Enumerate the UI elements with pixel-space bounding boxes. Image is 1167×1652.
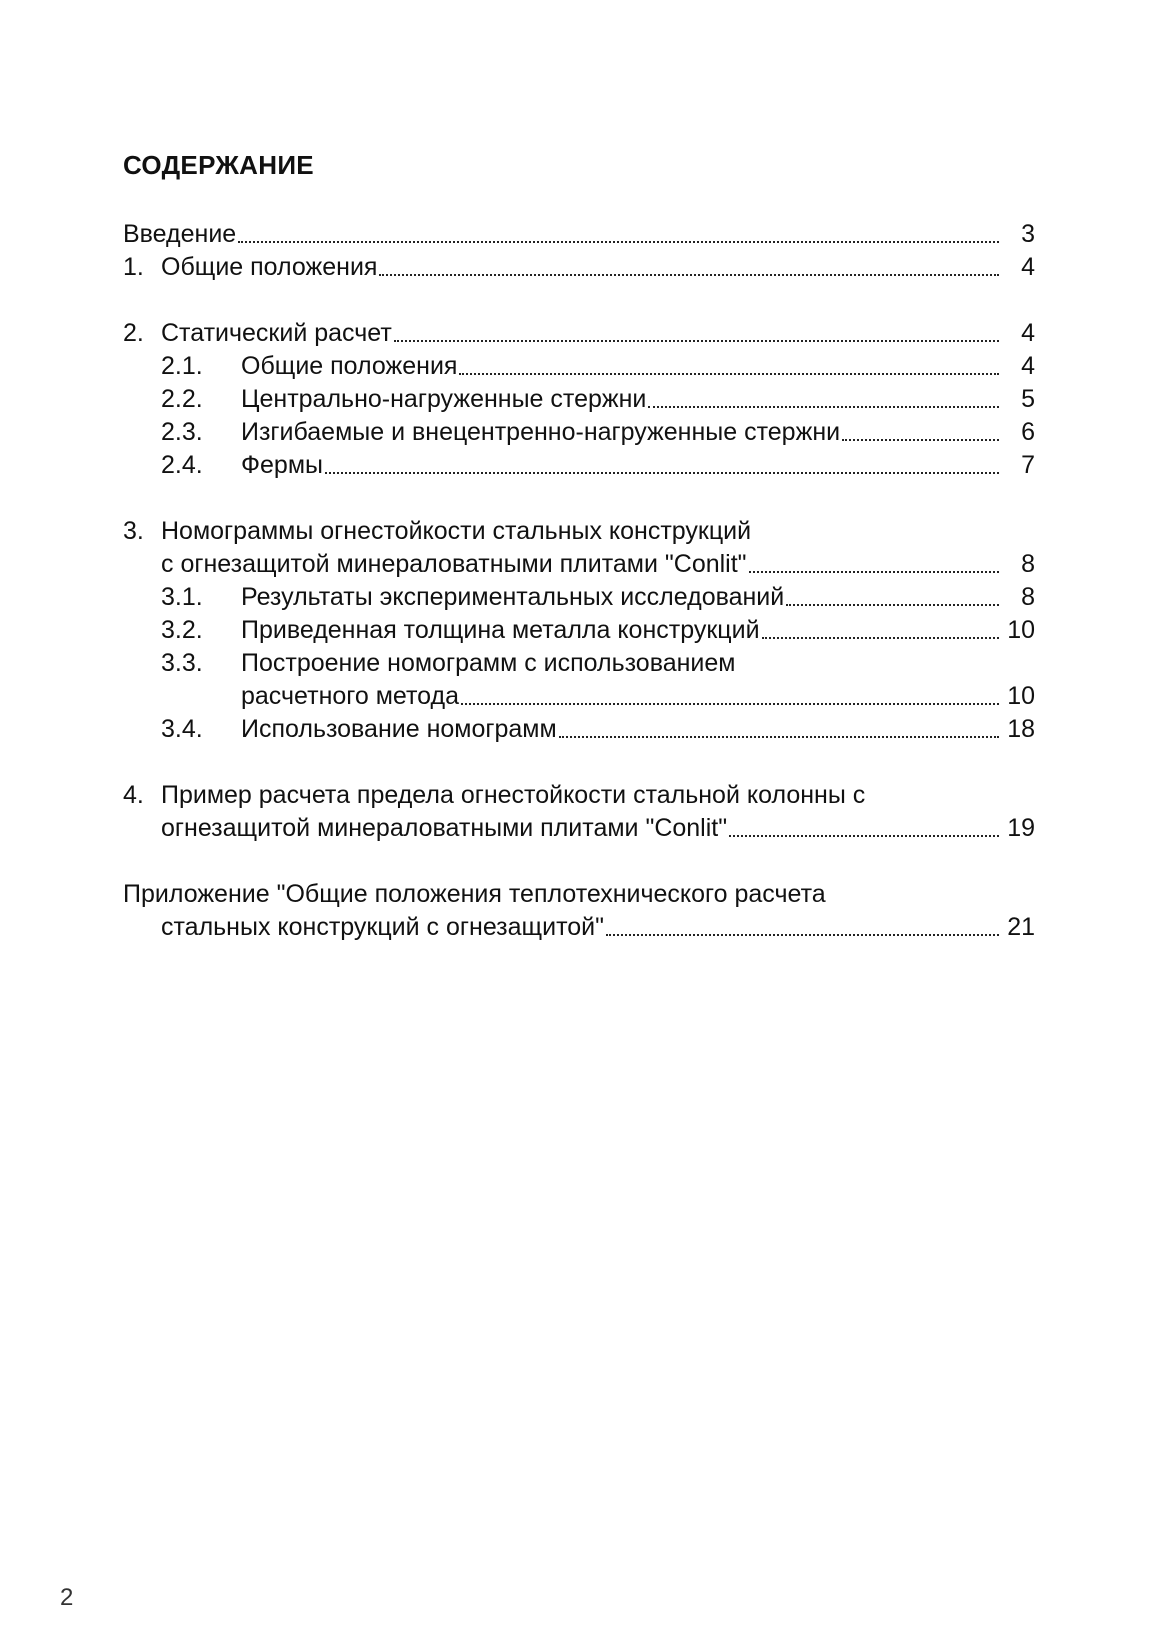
- toc-entry-1[interactable]: [123, 251, 1035, 284]
- toc-entry-number: 3.: [123, 517, 144, 545]
- toc-entry-2-2[interactable]: [123, 383, 1035, 416]
- toc-entry-text: Статический расчет: [161, 319, 392, 347]
- toc-page-number: 3: [1021, 220, 1035, 248]
- dot-leader: [606, 934, 999, 936]
- toc-entry-text: Общие положения: [241, 352, 458, 380]
- table-of-contents: [123, 218, 1035, 944]
- dot-leader: [394, 340, 999, 342]
- toc-entry-3-1[interactable]: [123, 581, 1035, 614]
- toc-page-number: 18: [1007, 715, 1035, 743]
- toc-entry-text: Общие положения: [161, 253, 378, 281]
- toc-entry-3-cont[interactable]: [123, 548, 1035, 581]
- toc-entry-number: 2.: [123, 319, 144, 347]
- dot-leader: [729, 835, 999, 837]
- toc-entry-text: Центрально-нагруженные стержни: [241, 385, 647, 413]
- toc-entry-number: 2.1.: [161, 352, 203, 380]
- dot-leader: [238, 241, 999, 243]
- toc-entry-number: 2.3.: [161, 418, 203, 446]
- toc-entry-text: Пример расчета предела огнестойкости стальной колонны с: [161, 781, 866, 809]
- toc-page-number: 19: [1007, 814, 1035, 842]
- toc-page-number: 4: [1021, 319, 1035, 347]
- toc-entry-number: 2.4.: [161, 451, 203, 479]
- toc-entry-appendix-cont[interactable]: [123, 911, 1035, 944]
- toc-entry-number: 3.3.: [161, 649, 203, 677]
- toc-entry-number: 3.1.: [161, 583, 203, 611]
- toc-entry-text: Введение: [123, 220, 237, 248]
- dot-leader: [762, 637, 999, 639]
- toc-entry-3[interactable]: [123, 515, 1035, 548]
- toc-entry-text: Приведенная толщина металла конструкций: [241, 616, 760, 644]
- toc-entry-3-4[interactable]: [123, 713, 1035, 746]
- toc-entry-text: с огнезащитой минераловатными плитами "Conlit": [161, 550, 747, 578]
- toc-entry-intro[interactable]: [123, 218, 1035, 251]
- toc-entry-text: Изгибаемые и внецентренно-нагруженные стержни: [241, 418, 841, 446]
- toc-page-number: 7: [1021, 451, 1035, 479]
- toc-entry-2-1[interactable]: [123, 350, 1035, 383]
- toc-entry-text: Построение номограмм с использованием: [241, 649, 736, 677]
- dot-leader: [461, 703, 999, 705]
- dot-leader: [749, 571, 999, 573]
- toc-entry-text: Фермы: [241, 451, 323, 479]
- page-title: СОДЕРЖАНИЕ: [123, 150, 314, 180]
- toc-entry-3-2[interactable]: [123, 614, 1035, 647]
- toc-entry-text: стальных конструкций с огнезащитой": [161, 913, 604, 941]
- toc-page-number: 4: [1021, 352, 1035, 380]
- dot-leader: [648, 406, 999, 408]
- toc-entry-3-3-cont[interactable]: [123, 680, 1035, 713]
- toc-page-number: 6: [1021, 418, 1035, 446]
- toc-entry-2-3[interactable]: [123, 416, 1035, 449]
- toc-page-number: 10: [1007, 682, 1035, 710]
- toc-entry-text: Номограммы огнестойкости стальных конструкций: [161, 517, 752, 545]
- toc-entry-number: 2.2.: [161, 385, 203, 413]
- toc-entry-4-cont[interactable]: [123, 812, 1035, 845]
- toc-entry-text: Приложение "Общие положения теплотехнического расчета: [123, 880, 826, 908]
- toc-page-number: 10: [1007, 616, 1035, 644]
- dot-leader: [379, 274, 999, 276]
- dot-leader: [325, 472, 999, 474]
- toc-entry-4[interactable]: [123, 779, 1035, 812]
- toc-entry-2[interactable]: [123, 317, 1035, 350]
- toc-entry-number: 1.: [123, 253, 144, 281]
- toc-entry-text: Результаты экспериментальных исследований: [241, 583, 785, 611]
- toc-entry-text: огнезащитой минераловатными плитами "Conlit": [161, 814, 728, 842]
- toc-page-number: 5: [1021, 385, 1035, 413]
- toc-entry-number: 3.2.: [161, 616, 203, 644]
- toc-entry-text: расчетного метода: [241, 682, 459, 710]
- toc-entry-2-4[interactable]: [123, 449, 1035, 482]
- toc-entry-3-3[interactable]: [123, 647, 1035, 680]
- toc-page-number: 8: [1021, 583, 1035, 611]
- toc-page-number: 8: [1021, 550, 1035, 578]
- toc-entry-appendix[interactable]: [123, 878, 1035, 911]
- dot-leader: [559, 736, 999, 738]
- toc-entry-number: 3.4.: [161, 715, 203, 743]
- dot-leader: [786, 604, 999, 606]
- dot-leader: [842, 439, 999, 441]
- toc-page-number: 4: [1021, 253, 1035, 281]
- dot-leader: [459, 373, 999, 375]
- toc-entry-number: 4.: [123, 781, 144, 809]
- toc-entry-text: Использование номограмм: [241, 715, 557, 743]
- toc-page-number: 21: [1007, 913, 1035, 941]
- page-number: 2: [60, 1584, 74, 1611]
